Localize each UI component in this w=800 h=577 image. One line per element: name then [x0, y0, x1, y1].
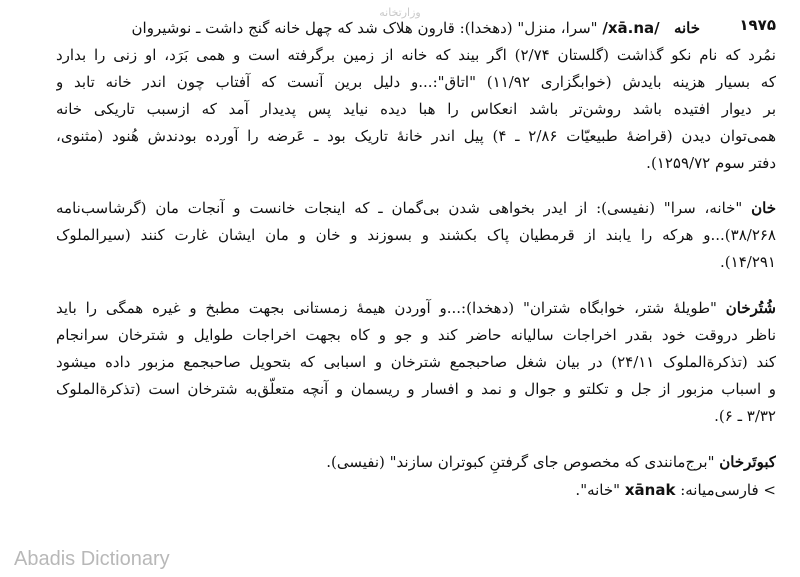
- entry-text: "خانه، سرا" (نفیسی): از ایدر بخواهی شدن بی‌گمان ـ که اینجات خانست و آنجات مان (گرشاسب‌نامه: [56, 199, 743, 217]
- entry-khane-line-5: همی‌توان دیدن (قراضهٔ طبیعیّات ۲/۸۶ ـ ۴) پیل اندر خانهٔ تاریک بود ـ عَرضه را آورده بودندش هُنود (مثنوی،: [56, 127, 776, 145]
- entry-shotorkhan-line-3: کند (تذکرة‌الملوک ۲۴/۱۱) در بیان شغل صاحبجمع شترخان و اسبابی که بتحویل صاحبجمع مزبور داده میشود: [56, 353, 776, 371]
- entry-khane-line-1: [24, 16, 700, 40]
- watermark-bottom: Abadis Dictionary: [14, 548, 170, 570]
- entry-kabootarkhan-line-1: [56, 450, 776, 474]
- entry-shotorkhan-line-5: ۳/۳۲ ـ ۶).: [714, 407, 776, 425]
- watermark-top: وزارتخانه: [379, 6, 421, 19]
- etymology-line: [56, 478, 776, 502]
- etymology-word: xānak: [624, 481, 676, 499]
- entry-khane-line-3: که بسیار هزینه بایدش (خوابگزاری ۱۱/۹۲) "اتاق":...و دلیل برین آنست که آفتاب چون اندر خانه تابد و: [56, 73, 776, 91]
- headword-shotorkhan: شُتُرخان: [725, 299, 776, 317]
- transliteration-khane: /xā.na/: [602, 19, 660, 37]
- headword-khan: خان: [751, 199, 776, 217]
- entry-shotorkhan-line-1: [56, 296, 776, 320]
- entry-shotorkhan-line-4: و اسباب مزبور از جل و تکلتو و جوال و نمد و افسار و ریسمان و آنچه متعلّق‌به شترخان است (تذکرة‌الملوک: [56, 380, 776, 398]
- entry-shotorkhan-line-2: ناظر دروقت خود بقدر اخراجات سالیانه حاضر کند و جو و کاه بجهت اخراجات طوایل و شترخان سرانجام: [56, 326, 776, 344]
- entry-khane-line-6: دفتر سوم ۱۲۵۹/۷۲).: [646, 154, 776, 172]
- etymology-prefix: > فارسی‌میانه:: [680, 481, 776, 499]
- headword-kabootarkhan: کبوتَرخان: [719, 453, 776, 471]
- etymology-gloss: "خانه".: [575, 481, 621, 499]
- entry-text: "سرا، منزل" (دهخدا): قارون هلاک شد که چهل خانه گنج داشت ـ نوشیروان: [131, 19, 598, 37]
- headword-khane: خانه: [673, 19, 700, 37]
- entry-text: "طویلهٔ شتر، خوابگاه شتران" (دهخدا):...و آوردن هیمهٔ زمستانی بجهت مطبخ و غیره همگی را باید: [56, 299, 717, 317]
- entry-khan-line-2: ۳۸/۲۶۸)...و هرکه را یابند از قرمطیان پاک بکشند و بسوزند و خان و مان ایشان غارت کنند (سیرالملوک: [56, 226, 776, 244]
- page-number: ۱۹۷۵: [739, 16, 776, 34]
- entry-khan-line-3: ۱۴/۲۹۱).: [720, 253, 776, 271]
- entry-khan-line-1: [56, 196, 776, 220]
- entry-khane-line-4: بر دیوار افتیده باشد روشن‌تر باشد انعکاس را هبا دیده نیاید پس پدیدار آمد که ازسبب تاریکی خانه: [56, 100, 776, 118]
- entry-khane-line-2: نمُرد که نام نکو گذاشت (گلستان ۲/۷۴) اگر بیند که خانه از زمین برگرفته است و همی بَرَد، او زنی را بدارد: [56, 46, 776, 64]
- entry-text: "برج‌مانندی که مخصوص جای گرفتنِ کبوتران سازند" (نفیسی).: [326, 453, 715, 471]
